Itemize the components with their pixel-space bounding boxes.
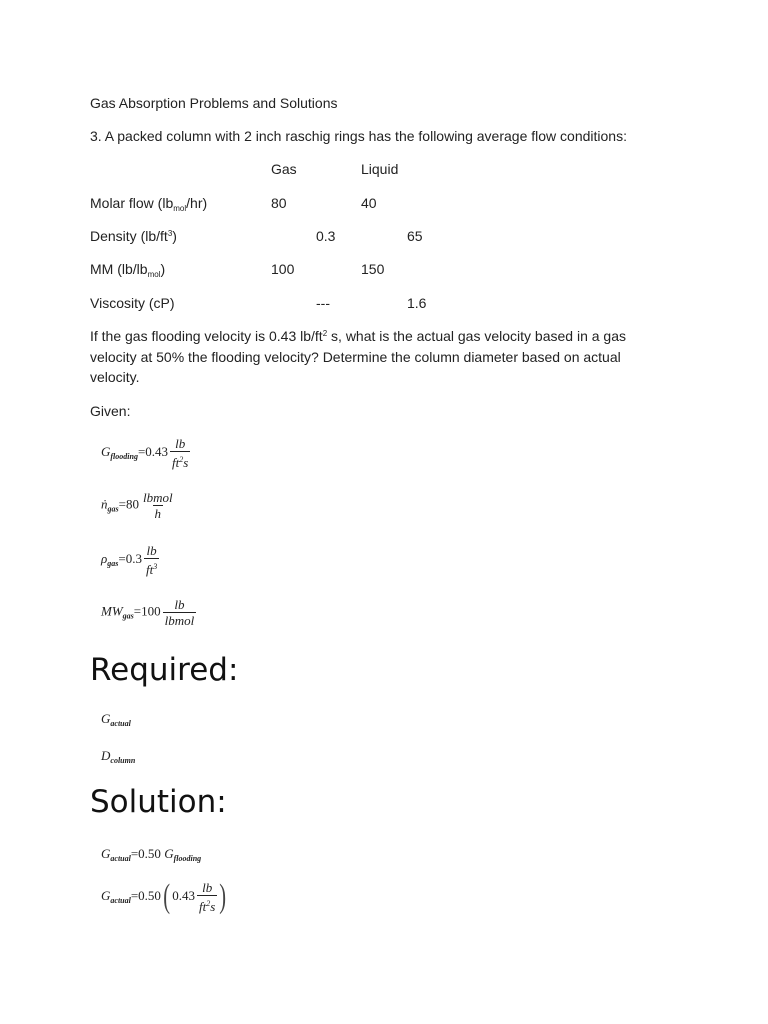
question-line-2: velocity at 50% the flooding velocity? Determine the column diameter based on actual (90, 349, 621, 365)
given-label: Given: (90, 403, 131, 419)
equation-rho-gas: $\rho_{gas}=0.3$ $\frac{lb}{ft^3}$ (101, 543, 158, 577)
equation-mw-gas: $MW_{gas}=100$ $\frac{lb}{\text{lbmol}}$ (101, 597, 195, 628)
table-cell-molar-flow-gas: 80 (271, 195, 287, 211)
fraction: $\frac{lb}{\text{lbmol}}$ (164, 597, 195, 628)
fraction: $\frac{lb}{ft^3}$ (145, 543, 158, 577)
problem-statement: 3. A packed column with 2 inch raschig rings has the following average flow conditions: (90, 128, 627, 144)
solution-equation-2: $G_{actual}=0.50$( 0.43 $\frac{lb}{ft^2s}$ ) (101, 878, 227, 915)
required-item-d-column: $D_{column}$ (101, 748, 136, 765)
fraction: $\frac{\text{lbmol}}{h}$ (142, 490, 173, 521)
table-row-label-mm: MM $(lb/lb_{mol})$ (90, 261, 166, 279)
table-header-gas: Gas (271, 161, 297, 177)
table-cell-molar-flow-liquid: 40 (361, 195, 377, 211)
required-item-g-actual: $G_{actual}$ (101, 711, 131, 728)
solution-equation-1: $G_{actual}=0.50$ $G_{flooding}$ (101, 846, 202, 863)
table-row-label-density: Density $(lb/ft^3)$ (90, 228, 177, 244)
equation-n-gas: ṅ$_{gas}$=80 $\frac{\text{lbmol}}{h}$ (101, 490, 173, 521)
table-cell-density-liquid: 65 (407, 228, 423, 244)
table-row-label-viscosity: Viscosity (cP) (90, 295, 175, 311)
required-heading: Required: (90, 652, 239, 688)
question-line-1: If the gas flooding velocity is 0.43 $lb/ft^2$ s, what is the actual gas velocity based in a gas (90, 328, 626, 344)
table-cell-density-gas: 0.3 (316, 228, 336, 244)
table-row-label-molar-flow: Molar flow $(lb_{mol}/hr)$ (90, 195, 208, 213)
table-cell-viscosity-gas: --- (316, 295, 330, 311)
equation-g-flooding: $G_{flooding}=0.43$ $\frac{lb}{ft^2s}$ (101, 436, 189, 470)
table-cell-mm-gas: 100 (271, 261, 295, 277)
fraction: $\frac{lb}{ft^2s}$ (172, 436, 189, 470)
table-cell-mm-liquid: 150 (361, 261, 385, 277)
table-cell-viscosity-liquid: 1.6 (407, 295, 427, 311)
document-title: Gas Absorption Problems and Solutions (90, 95, 338, 111)
table-header-liquid: Liquid (361, 161, 399, 177)
solution-heading: Solution: (90, 784, 227, 820)
question-line-3: velocity. (90, 369, 140, 385)
fraction: $\frac{lb}{ft^2s}$ (199, 880, 216, 914)
